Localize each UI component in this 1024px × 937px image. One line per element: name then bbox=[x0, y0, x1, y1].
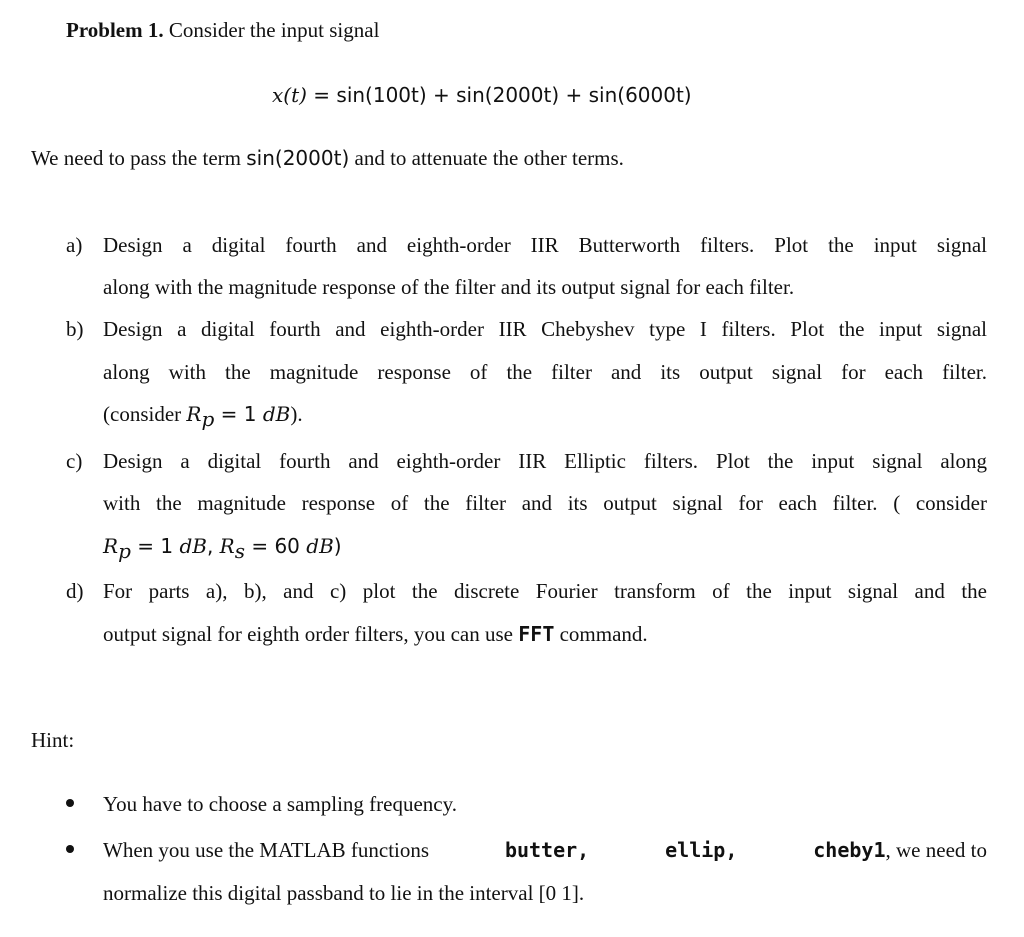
part-a-line1: Design a digital fourth and eighth-order IIR Butterworth filters. Plot the input signal bbox=[103, 233, 987, 257]
rp-subscript: p bbox=[201, 407, 215, 431]
part-b-close: ). bbox=[290, 402, 303, 426]
hint-bullet-1: You have to choose a sampling frequency. bbox=[103, 792, 458, 816]
ellip-function: ellip, bbox=[665, 838, 738, 862]
intro-term: sin(2000t) bbox=[246, 146, 350, 170]
rp-symbol: R bbox=[186, 402, 202, 426]
equation-lhs: x(t) bbox=[272, 83, 307, 107]
problem-intro: Consider the input signal bbox=[163, 18, 380, 42]
problem-label: Problem 1. bbox=[66, 18, 164, 42]
intro-before: We need to pass the term bbox=[31, 146, 247, 170]
equation-rhs: = sin(100t) + sin(2000t) + sin(6000t) bbox=[306, 83, 692, 107]
part-a-line2: along with the magnitude response of the filter and its output signal for each filter. bbox=[103, 275, 795, 299]
part-d-line2 bbox=[103, 621, 648, 647]
rp-subscript-c: p bbox=[118, 539, 131, 563]
rp-value: = 1 bbox=[214, 402, 263, 426]
bullet-dot-icon bbox=[66, 799, 74, 807]
part-c-line3 bbox=[103, 533, 342, 563]
cheby1-function: cheby1 bbox=[813, 838, 886, 862]
hint-bullet-2-line2: normalize this digital passband to lie in the interval [0 1]. bbox=[103, 881, 585, 905]
part-d-after: command. bbox=[554, 622, 648, 646]
part-c-line1: Design a digital fourth and eighth-order IIR Elliptic filters. Plot the input signal along bbox=[103, 449, 987, 473]
separator-c: , bbox=[206, 534, 220, 558]
problem-header bbox=[66, 17, 379, 43]
part-c-close: ) bbox=[333, 534, 342, 558]
rs-value-c: = 60 bbox=[244, 534, 307, 558]
part-b-consider: (consider bbox=[103, 402, 187, 426]
rp-unit-c: dB bbox=[179, 534, 207, 558]
rs-unit-c: dB bbox=[306, 534, 334, 558]
signal-equation bbox=[272, 82, 692, 108]
part-b-line1: Design a digital fourth and eighth-order IIR Chebyshev type I filters. Plot the input signal bbox=[103, 317, 987, 341]
part-a-label: a) bbox=[66, 233, 83, 257]
intro-sentence bbox=[31, 145, 624, 171]
part-d-line1: For parts a), b), and c) plot the discrete Fourier transform of the input signal and the bbox=[103, 579, 987, 603]
hint-bullet-2 bbox=[103, 837, 987, 863]
intro-after: and to attenuate the other terms. bbox=[349, 146, 624, 170]
butter-function: butter, bbox=[504, 838, 590, 862]
part-b-line3 bbox=[103, 401, 303, 431]
rs-symbol-c: R bbox=[219, 534, 235, 558]
part-c-label: c) bbox=[66, 449, 83, 473]
rp-unit: dB bbox=[262, 402, 291, 426]
part-c-line2: with the magnitude response of the filter and its output signal for each filter. ( consider bbox=[103, 491, 987, 515]
part-d-before: output signal for eighth order filters, you can use bbox=[103, 622, 519, 646]
bullet-dot-icon bbox=[66, 845, 74, 853]
rp-symbol-c: R bbox=[103, 534, 119, 558]
rs-subscript-c: s bbox=[234, 539, 245, 563]
part-b-label: b) bbox=[66, 317, 84, 341]
hint-bullet-2-after: , we need to bbox=[885, 838, 987, 862]
part-b-line2: along with the magnitude response of the filter and its output signal for each filter. bbox=[103, 360, 987, 384]
part-d-label: d) bbox=[66, 579, 84, 603]
hint-bullet-2-before: When you use the MATLAB functions bbox=[103, 838, 430, 862]
hint-title: Hint: bbox=[31, 728, 75, 752]
rp-value-c: = 1 bbox=[130, 534, 180, 558]
fft-command: FFT bbox=[518, 622, 555, 646]
